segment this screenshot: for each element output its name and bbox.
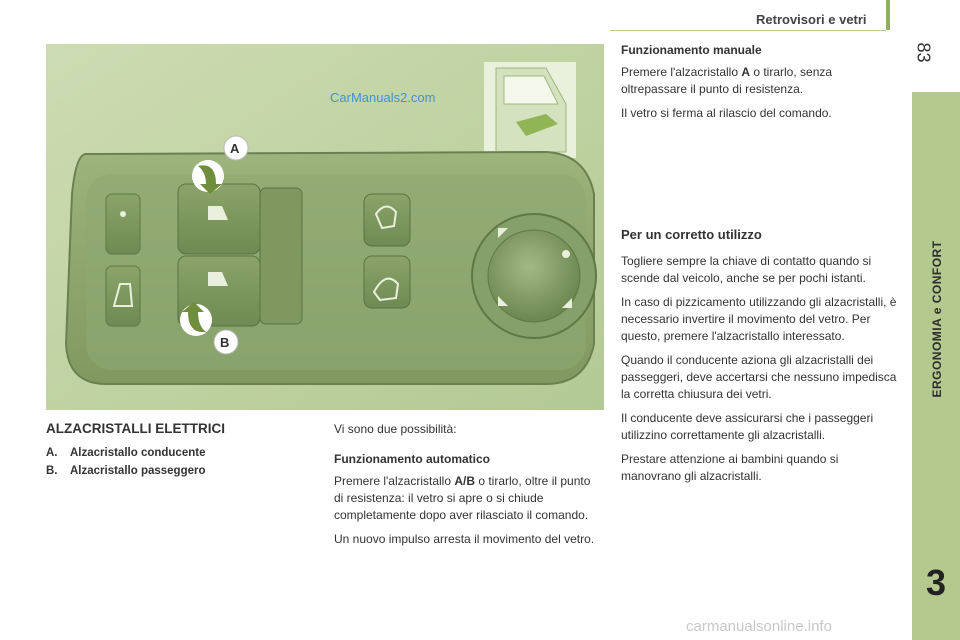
switch-ref: A bbox=[741, 65, 750, 79]
usage-paragraph-4: Il conducente deve assicurarsi che i passeggeri utilizzino correttamente gli alzacristalli. bbox=[621, 411, 874, 442]
chapter-label: ERGONOMIA e CONFORT bbox=[930, 240, 944, 398]
window-switch-figure bbox=[46, 44, 604, 410]
header-rule bbox=[610, 30, 886, 31]
manual-title: Funzionamento manuale bbox=[621, 43, 762, 57]
mirror-heat-button bbox=[364, 194, 410, 246]
label-b: B bbox=[220, 335, 230, 350]
usage-title: Per un corretto utilizzo bbox=[621, 227, 762, 242]
switch-panel-illustration bbox=[46, 44, 604, 410]
usage-paragraph-5: Prestare attenzione ai bambini quando si manovrano gli alzacristalli. bbox=[621, 452, 839, 483]
manual-paragraph-1 bbox=[621, 64, 883, 98]
intro-text: Vi sono due possibilità: bbox=[334, 422, 457, 436]
label-a: A bbox=[230, 141, 240, 156]
section-title: ALZACRISTALLI ELETTRICI bbox=[46, 421, 225, 436]
text-run: Premere l'alzacristallo bbox=[621, 65, 742, 79]
usage-paragraph-1: Togliere sempre la chiave di contatto quando si scende dal veicolo, anche se per pochi istanti. bbox=[621, 254, 872, 285]
legend-text: Alzacristallo conducente bbox=[70, 447, 206, 459]
right-column-top bbox=[621, 42, 883, 129]
door-thumbnail bbox=[484, 62, 576, 158]
child-lock-button bbox=[106, 266, 140, 326]
legend-key: A. bbox=[46, 447, 58, 459]
header-title: Retrovisori e vetri bbox=[756, 12, 867, 27]
figure-legend bbox=[46, 447, 206, 483]
page-number: 83 bbox=[913, 42, 934, 63]
lock-indicator-icon bbox=[120, 211, 126, 217]
chapter-number: 3 bbox=[925, 562, 947, 603]
figure-watermark: CarManuals2.com bbox=[330, 90, 436, 105]
usage-paragraph-2: In caso di pizzicamento utilizzando gli alzacristalli, è necessario invertire il movimento del vetro. Per questo, premere l'alzacristallo interessato. bbox=[621, 295, 897, 343]
switch-ref: A/B bbox=[454, 474, 475, 488]
mirror-knob bbox=[488, 230, 580, 322]
footer-watermark: carmanualsonline.info bbox=[686, 618, 832, 635]
text-run: o tirarlo, oltre il punto di resistenza: il vetro si apre o si chiude completamente dopo aver rilasciato il comando. bbox=[334, 474, 591, 522]
header-bar bbox=[886, 0, 890, 30]
mirror-fold-button bbox=[364, 256, 410, 308]
legend-item bbox=[46, 447, 206, 459]
usage-paragraph-3: Quando il conducente aziona gli alzacristalli dei passeggeri, deve accertarsi che nessuno impedisca la corretta chiusura dei vetri. bbox=[621, 353, 897, 401]
right-column-usage bbox=[621, 226, 897, 492]
chapter-side-tab bbox=[912, 92, 960, 640]
text-run: o tirarlo, senza oltrepassare il punto di resistenza. bbox=[621, 65, 833, 96]
window-switch-right-edge bbox=[260, 188, 302, 324]
text-run: Premere l'alzacristallo bbox=[334, 474, 455, 488]
legend-key: B. bbox=[46, 465, 58, 477]
auto-paragraph-2: Un nuovo impulso arresta il movimento del vetro. bbox=[334, 532, 595, 546]
manual-paragraph-2: Il vetro si ferma al rilascio del comando. bbox=[621, 106, 832, 120]
auto-paragraph-1 bbox=[334, 473, 596, 524]
middle-column bbox=[334, 421, 596, 555]
auto-title: Funzionamento automatico bbox=[334, 452, 490, 466]
legend-text: Alzacristallo passeggero bbox=[70, 465, 206, 477]
legend-item bbox=[46, 465, 206, 477]
knob-indicator-icon bbox=[562, 250, 570, 258]
lock-button bbox=[106, 194, 140, 254]
